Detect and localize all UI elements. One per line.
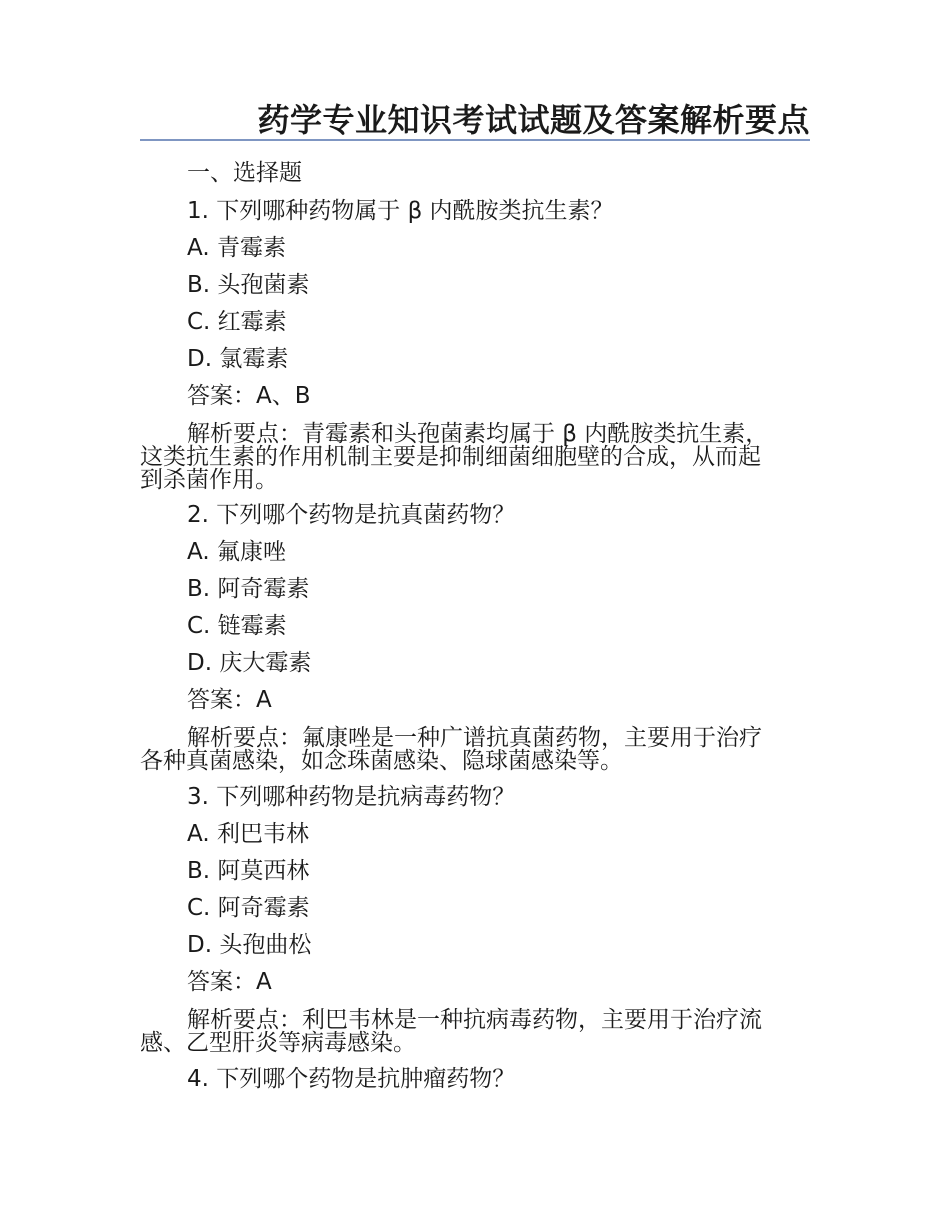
q1-analysis xyxy=(140,423,810,492)
section-heading: 一、选择题 xyxy=(187,160,302,186)
q1-option-b: B. 头孢菌素 xyxy=(187,272,310,298)
q2-answer: 答案：A xyxy=(187,687,272,713)
q1-answer: 答案：A、B xyxy=(187,383,311,409)
q3-option-b: B. 阿莫西林 xyxy=(187,858,310,884)
q1-option-a: A. 青霉素 xyxy=(187,235,286,261)
q2-option-c: C. 链霉素 xyxy=(187,613,287,639)
title-underline xyxy=(140,139,810,141)
q3-option-a: A. 利巴韦林 xyxy=(187,821,309,847)
document-title: 药学专业知识考试试题及答案解析要点 xyxy=(257,101,810,139)
q1-analysis-line-2: 这类抗生素的作用机制主要是抑制细菌细胞壁的合成，从而起 xyxy=(140,444,761,470)
q3-analysis-line-1: 解析要点：利巴韦林是一种抗病毒药物，主要用于治疗流 xyxy=(187,1007,762,1033)
q2-option-b: B. 阿奇霉素 xyxy=(187,576,310,602)
question-4: 4. 下列哪个药物是抗肿瘤药物？ xyxy=(187,1066,516,1092)
q2-analysis-line-1: 解析要点：氟康唑是一种广谱抗真菌药物，主要用于治疗 xyxy=(187,725,762,751)
q3-option-c: C. 阿奇霉素 xyxy=(187,895,310,921)
q1-analysis-line-3: 到杀菌作用。 xyxy=(140,467,278,493)
question-2: 2. 下列哪个药物是抗真菌药物？ xyxy=(187,502,516,528)
q1-option-c: C. 红霉素 xyxy=(187,309,287,335)
q1-option-d: D. 氯霉素 xyxy=(187,346,289,372)
q3-option-d: D. 头孢曲松 xyxy=(187,932,312,958)
q3-analysis-line-2: 感、乙型肝炎等病毒感染。 xyxy=(140,1030,416,1056)
q2-analysis xyxy=(140,727,810,773)
q1-analysis-line-1: 解析要点：青霉素和头孢菌素均属于 β 内酰胺类抗生素， xyxy=(187,421,769,447)
q2-option-d: D. 庆大霉素 xyxy=(187,650,312,676)
q3-answer: 答案：A xyxy=(187,969,272,995)
q3-analysis xyxy=(140,1009,810,1055)
question-1: 1. 下列哪种药物属于 β 内酰胺类抗生素？ xyxy=(187,198,614,224)
q2-analysis-line-2: 各种真菌感染，如念珠菌感染、隐球菌感染等。 xyxy=(140,748,623,774)
question-3: 3. 下列哪种药物是抗病毒药物？ xyxy=(187,784,516,810)
q2-option-a: A. 氟康唑 xyxy=(187,539,286,565)
